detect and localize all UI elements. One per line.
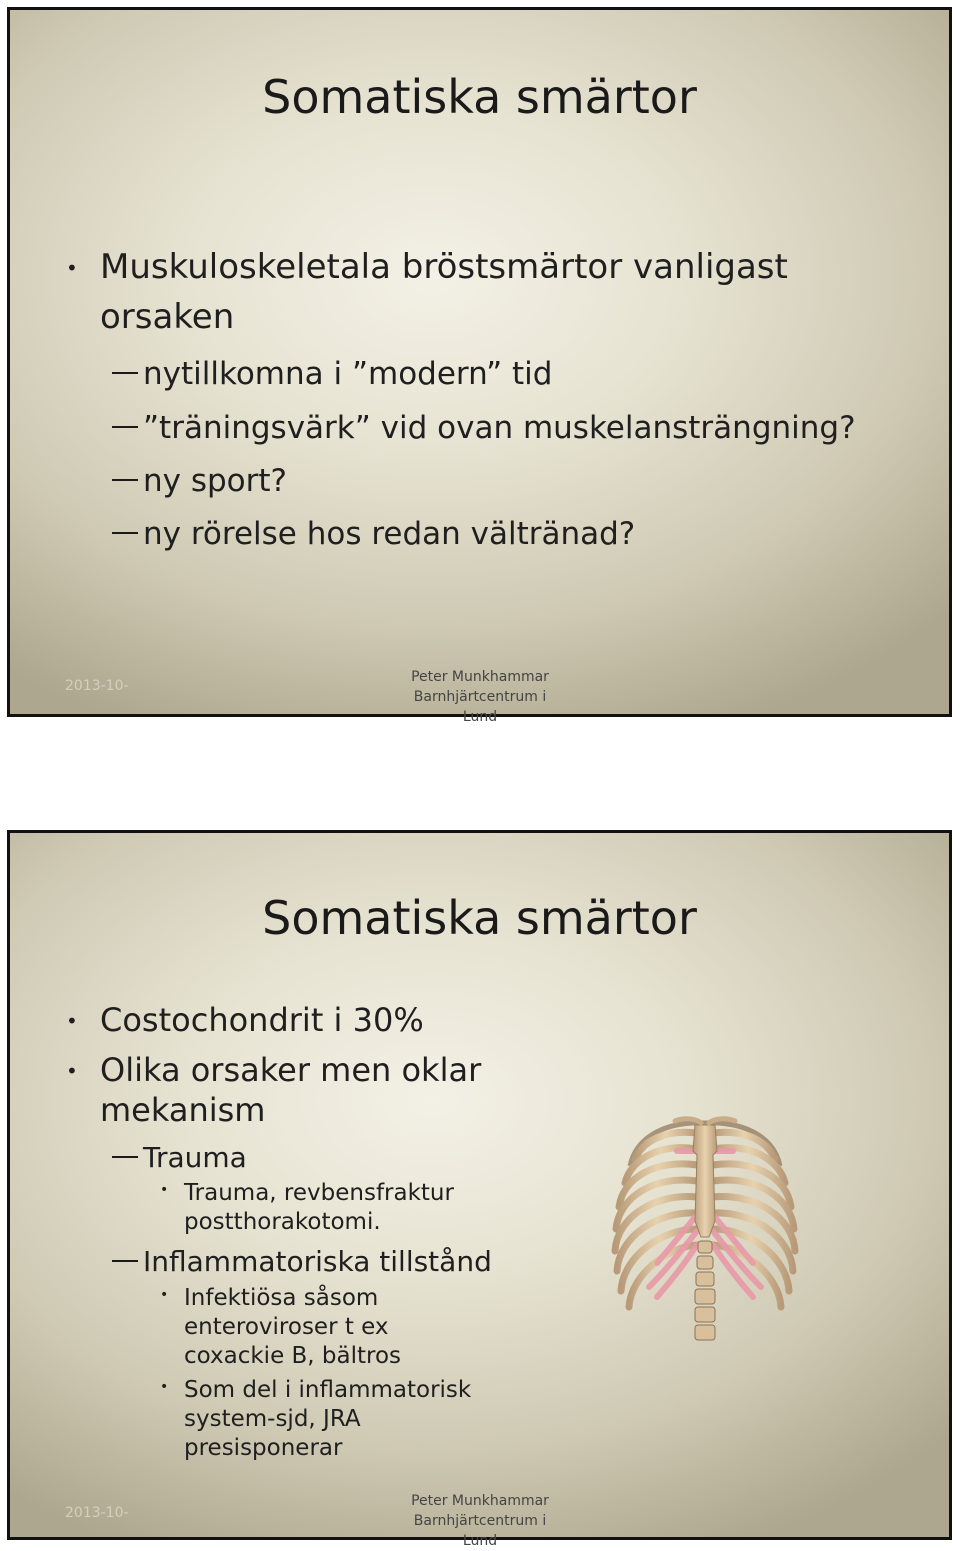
ribcage-illustration-icon — [605, 1111, 805, 1343]
footer-author-line: Lund — [462, 709, 498, 725]
slide-title: Somatiska smärtor — [262, 70, 697, 124]
dash-icon — [112, 372, 138, 374]
item-text-continued: postthorakotomi. — [184, 1209, 381, 1235]
bullet-text: Muskuloskeletala bröstsmärtor vanligast — [100, 247, 788, 287]
bullet-icon: • — [66, 1059, 78, 1083]
item-text-continued: system-sjd, JRA — [184, 1406, 361, 1432]
sub-bullet-text: ny rörelse hos redan vältränad? — [143, 516, 636, 552]
slide-title: Somatiska smärtor — [262, 891, 697, 945]
bullet-text: Olika orsaker men oklar — [100, 1051, 482, 1089]
item-text: Trauma, revbensfraktur — [184, 1180, 454, 1206]
dash-icon — [112, 1156, 138, 1158]
dash-icon — [112, 479, 138, 481]
slide-2 — [7, 830, 952, 1549]
slide-1 — [7, 7, 952, 725]
item-text-continued: enteroviroser t ex — [184, 1314, 389, 1340]
bullet-icon: • — [66, 256, 78, 280]
footer-author-line: Peter Munkhammar Barnhjärtcentrum i — [411, 669, 549, 705]
sub-bullet-text: ”träningsvärk” vid ovan muskelansträngning? — [143, 410, 856, 446]
bullet-icon: • — [160, 1287, 169, 1303]
footer-author-line: Peter Munkhammar Barnhjärtcentrum i — [411, 1493, 549, 1529]
footer-author — [350, 667, 610, 727]
dash-icon — [112, 426, 138, 428]
bullet-icon: • — [66, 1009, 78, 1033]
bullet-text-continued: mekanism — [100, 1091, 266, 1129]
bullet-icon: • — [160, 1182, 169, 1198]
sub-bullet-text: Inflammatoriska tillstånd — [143, 1245, 492, 1278]
sub-bullet-text: Trauma — [143, 1141, 247, 1174]
sub-bullet-text: ny sport? — [143, 463, 287, 499]
bullet-text-continued: orsaken — [100, 297, 235, 337]
bullet-text: Costochondrit i 30% — [100, 1001, 424, 1039]
sub-bullet-text: nytillkomna i ”modern” tid — [143, 356, 553, 392]
bullet-icon: • — [160, 1379, 169, 1395]
footer-author — [350, 1491, 610, 1551]
footer-author-line: Lund — [462, 1533, 498, 1549]
footer-date: 2013-10- — [65, 1505, 129, 1521]
dash-icon — [112, 532, 138, 534]
item-text: Infektiösa såsom — [184, 1285, 379, 1311]
item-text-continued: coxackie B, bältros — [184, 1343, 402, 1369]
footer-date: 2013-10- — [65, 678, 129, 694]
dash-icon — [112, 1260, 138, 1262]
item-text-continued: presisponerar — [184, 1435, 343, 1461]
item-text: Som del i inflammatorisk — [184, 1377, 472, 1403]
